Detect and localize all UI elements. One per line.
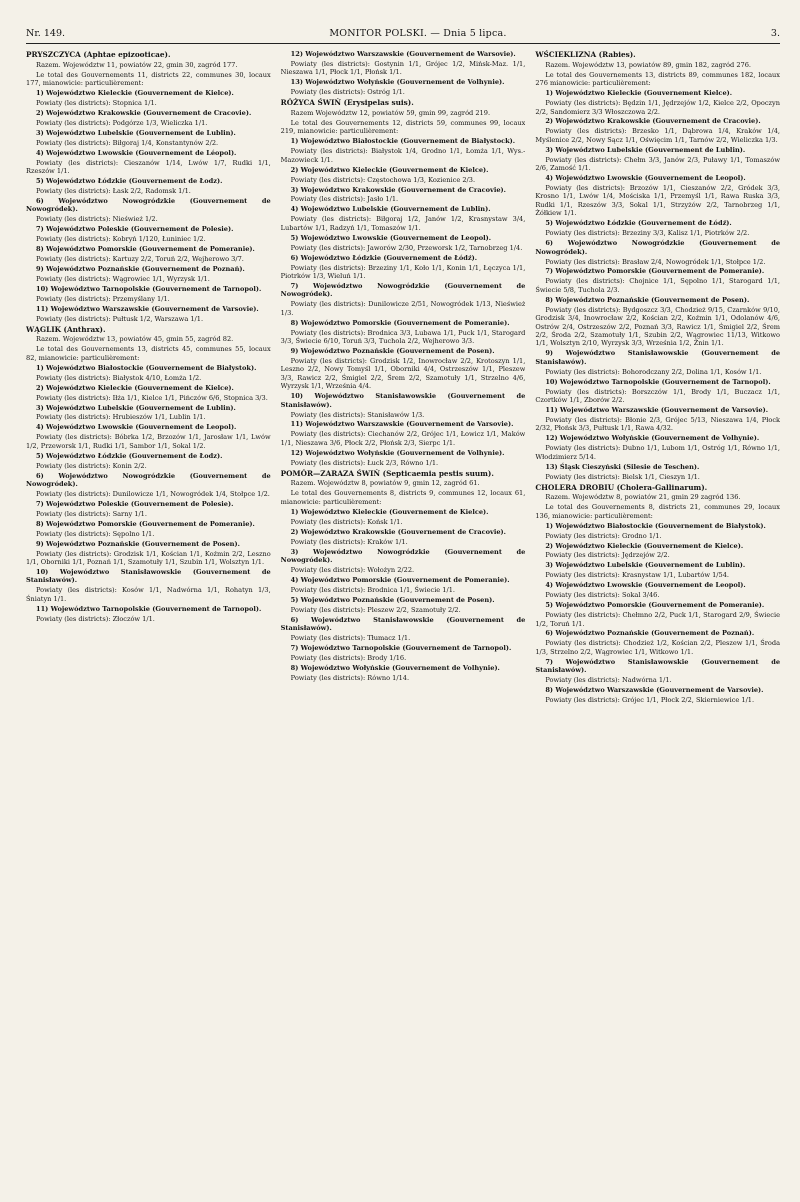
page-header <box>26 28 780 44</box>
region-heading: 3) Województwo Krakowskie (Gouvernement de Cracovie). <box>290 185 506 194</box>
section-heading: CHOLERA DROBIU (Cholera-Gallinarum). <box>535 482 708 492</box>
region-heading: 6) Województwo Nowogródzkie (Gouvernement de Nowogródek). <box>26 196 271 214</box>
region-heading: 12) Województwo Wołyńskie (Gouvernement de Volhynie). <box>545 434 760 443</box>
paragraph: Powiaty (les districts): Chełmno 2/2, Puck 1/1, Starogard 2/9, Świecie 1/2, Toruń 1/1. <box>535 611 781 628</box>
paragraph: Powiaty (les districts): Kobryń 1/120, Łuniniec 1/2. <box>36 235 206 244</box>
region-heading: 7) Województwo Pomorskie (Gouvernement de Pomeranie). <box>545 267 765 276</box>
paragraph: Powiaty (les districts): Dunilowicze 1/1, Nowogródek 1/4, Stołpce 1/2. <box>36 489 270 498</box>
paragraph: Powiaty (les districts): Cieszanów 1/14, Lwów 1/7, Rudki 1/1, Rzeszów 1/1. <box>26 158 271 176</box>
paragraph: Powiaty (les districts): Brody 1/16. <box>290 653 407 662</box>
region-heading: 1) Województwo Kieleckie (Gouvernement de Kielce). <box>36 89 234 98</box>
region-heading: 5) Województwo Lwowskie (Gouvernement de Leopol). <box>290 233 492 242</box>
region-heading: 5) Województwo Łódzkie (Gouvernement de Łodz). <box>36 177 223 186</box>
paragraph: Le total des Gouvernements 13, districts 45, communes 55, locaux 82, mianowicie: particulièrement: <box>26 345 271 362</box>
region-heading: 2) Województwo Kieleckie (Gouvernement de Kielce). <box>290 165 489 174</box>
paragraph: Powiaty (les districts): Stopnica 1/1. <box>36 99 157 108</box>
issue-number: Nr. 149. <box>26 28 66 39</box>
region-heading: 11) Województwo Warszawskie (Gouvernement de Varsovie). <box>545 406 769 415</box>
region-heading: 3) Województwo Lubelskie (Gouvernement de Lublin). <box>36 403 236 412</box>
section-heading: WŚCIEKLIZNA (Rabies). <box>535 50 636 59</box>
paragraph: Powiaty (les districts): Bielsk 1/1, Cieszyn 1/1. <box>545 472 700 481</box>
region-heading: 10) Województwo Tarnopolskie (Gouvernement de Tarnopol). <box>36 284 262 293</box>
region-heading: 10) Województwo Stanisławowskie (Gouvernement de Stanisławów). <box>26 567 271 585</box>
paragraph: Powiaty (les districts): Grójec 1/1, Płock 2/2, Skierniewice 1/1. <box>545 696 755 705</box>
region-heading: 7) Województwo Poleskie (Gouvernement de Polesie). <box>36 499 234 508</box>
paragraph: Powiaty (les districts): Podgórze 1/3, Wieliczka 1/1. <box>36 118 208 127</box>
paragraph: Le total des Gouvernements 8, districts 9, communes 12, locaux 61, mianowicie: particulièrement: <box>280 489 526 506</box>
paragraph: Powiaty (les districts): Dubno 1/1, Lubom 1/1, Ostróg 1/1, Równo 1/1, Włodzimierz 5/14. <box>535 444 781 461</box>
column-left <box>26 50 271 1190</box>
paragraph: Powiaty (les districts): Brodnica 3/3, Lubawa 1/1, Puck 1/1, Starogard 3/3, Świecie 6/10, Toruń 3/3, Tuchola 2/2, Wejherowo 3/3. <box>280 328 526 346</box>
region-heading: 5) Województwo Łódzkie (Gouvernement de Łódź). <box>545 219 732 228</box>
paragraph: Powiaty (les districts): Sępolno 1/1. <box>36 529 155 538</box>
paragraph: Powiaty (les districts): Chodzież 1/2, Kościan 2/2, Pleszew 1/1, Środa 1/3, Strzelno 2/2, Wągrowiec 1/1, Witkowo 1/1. <box>535 639 781 656</box>
paragraph: Powiaty (les districts): Brzeziny 3/3, Kalisz 1/1, Piotrków 2/2. <box>545 229 750 238</box>
region-heading: 6) Województwo Stanisławowskie (Gouvernement de Stanisławów). <box>280 615 526 633</box>
page-number: 3. <box>770 28 780 39</box>
paragraph: Powiaty (les districts): Ciechanów 2/2, Grójec 1/1, Łowicz 1/1, Maków 1/1, Nieszawa 3/6, Płock 2/2, Płońsk 2/3, Sierpc 1/1. <box>280 430 526 447</box>
region-heading: 9) Województwo Poznańskie (Gouvernement de Poznań). <box>36 265 245 274</box>
region-heading: 10) Województwo Tarnopolskie (Gouvernement de Tarnopol). <box>545 377 771 386</box>
region-heading: 2) Województwo Kieleckie (Gouvernement de Kielce). <box>545 541 744 550</box>
region-heading: 5) Województwo Łódzkie (Gouvernement de Łodz). <box>36 451 223 460</box>
paragraph: Powiaty (les districts): Chełm 3/3, Janów 2/3, Puławy 1/1, Tomaszów 2/6, Zamość 1/1. <box>535 155 781 173</box>
column-right <box>535 50 780 1190</box>
region-heading: 3) Województwo Lubelskie (Gouvernement de Lublin). <box>36 128 236 137</box>
paragraph: Powiaty (les districts): Równo 1/14. <box>290 673 410 682</box>
region-heading: 7) Województwo Stanisławowskie (Gouvernement de Stanisławów). <box>535 657 781 675</box>
region-heading: 8) Województwo Wołyńskie (Gouvernement de Volhynie). <box>290 663 500 672</box>
paragraph: Powiaty (les districts): Grodno 1/1. <box>545 531 662 540</box>
region-heading: 11) Województwo Tarnopolskie (Gouvernement de Tarnopol). <box>36 604 262 613</box>
region-heading: 8) Województwo Warszawskie (Gouvernement de Varsovie). <box>545 686 764 695</box>
region-heading: 3) Województwo Lubelskie (Gouvernement de Lublin). <box>545 561 746 570</box>
paragraph: Powiaty (les districts): Borszczów 1/1, Brody 1/1, Buczacz 1/1, Czortków 1/1, Zborów 2/2. <box>535 387 781 405</box>
paragraph: Razem. Województw 13, powiatów 45, gmin 55, zagród 82. <box>36 335 234 344</box>
paragraph: Powiaty (les districts): Jędrzejów 2/2. <box>545 551 670 560</box>
region-heading: 1) Województwo Kieleckie (Gouvernement Kielce). <box>545 89 733 98</box>
paragraph: Razem Województw 12, powiatów 59, gmin 99, zagród 219. <box>290 109 491 118</box>
paragraph: Powiaty (les districts): Złoczów 1/1. <box>36 614 155 623</box>
paragraph: Powiaty (les districts): Gostynin 1/1, Grójec 1/2, Mińsk-Maz. 1/1, Nieszawa 1/1, Płock 1/1, Płońsk 1/1. <box>280 59 526 77</box>
paragraph: Powiaty (les districts): Bóbrka 1/2, Brzozów 1/1, Jarosław 1/1, Lwów 1/2, Przeworsk 1/1, Rudki 1/1, Sambor 1/1, Sokal 1/2. <box>26 433 271 450</box>
region-heading: 1) Województwo Białostockie (Gouvernement de Białystok). <box>36 363 257 372</box>
region-heading: 3) Województwo Nowogródzkie (Gouvernement de Nowogródek). <box>280 547 526 564</box>
paragraph: Powiaty (les districts): Pleszew 2/2, Szamotuły 2/2. <box>290 605 461 614</box>
section-heading: PRYSZCZYCA (Aphtae epizooticae). <box>26 50 171 59</box>
paragraph: Powiaty (les districts): Przemyślany 1/1. <box>36 294 170 303</box>
region-heading: 13) Województwo Wołyńskie (Gouvernement de Volhynie). <box>290 78 505 87</box>
paragraph: Powiaty (les districts): Bohorodczany 2/2, Dolina 1/1, Kosów 1/1. <box>545 367 762 376</box>
paragraph: Le total des Gouvernements 13, districts 89, communes 182, locaux 276 mianowicie: particulièrement: <box>535 70 781 88</box>
paragraph: Powiaty (les districts): Jasło 1/1. <box>290 195 399 204</box>
region-heading: 5) Województwo Pomorskie (Gouvernement de Pomeranie). <box>545 601 765 610</box>
paragraph: Razem. Województw 8, powiatów 21, gmin 29 zagród 136. <box>545 493 741 502</box>
region-heading: 9) Województwo Poznańskie (Gouvernement de Posen). <box>290 346 495 355</box>
region-heading: 7) Województwo Poleskie (Gouvernement de Polesie). <box>36 225 234 234</box>
paragraph: Powiaty (les districts): Hrubieszów 1/1, Lublin 1/1. <box>36 413 206 422</box>
region-heading: 12) Województwo Warszawskie (Gouvernement de Warsovie). <box>290 50 516 58</box>
region-heading: 6) Województwo Nowogródzkie (Gouvernement de Nowogródek). <box>535 239 781 256</box>
section-heading: POMÓR—ZARAZA ŚWIŃ (Septicaemia pestis suum). <box>280 468 494 478</box>
paragraph: Powiaty (les districts): Będzin 1/1, Jędrzejów 1/2, Kielce 2/2, Opoczyn 2/2, Sandomierz 3/3 Włoszczowa 2/2. <box>535 99 781 116</box>
paragraph: Powiaty (les districts): Wągrowiec 1/1, Wyrzysk 1/1. <box>36 274 210 283</box>
paragraph: Powiaty (les districts): Końsk 1/1. <box>290 517 403 526</box>
paragraph: Powiaty (les districts): Iłża 1/1, Kielce 1/1, Pińczów 6/6, Stopnica 3/3. <box>36 393 268 402</box>
paragraph: Powiaty (les districts): Jaworów 2/30, Przeworsk 1/2, Tarnobrzeg 1/4. <box>290 243 523 252</box>
region-heading: 13) Śląsk Cieszyński (Silesie de Teschen). <box>545 462 700 471</box>
region-heading: 2) Województwo Krakowskie (Gouvernement de Cracovie). <box>36 109 252 118</box>
region-heading: 1) Województwo Białostockie (Gouvernement de Białystok). <box>545 521 766 530</box>
paragraph: Powiaty (les districts): Brzeziny 1/1, Koło 1/1, Konin 1/1, Łęczyca 1/1, Piotrków 1/3, Wieluń 1/1. <box>280 263 526 280</box>
paragraph: Razem. Województw 8, powiatów 9, gmin 12, zagród 61. <box>290 479 480 488</box>
paragraph: Powiaty (les districts): Stanisławów 1/3. <box>290 410 425 419</box>
region-heading: 1) Województwo Kieleckie (Gouvernement de Kielce). <box>290 507 489 516</box>
region-heading: 4) Województwo Lwowskie (Gouvernement de Leopol). <box>36 423 237 432</box>
paragraph: Powiaty (les districts): Brzozów 1/1, Cieszanów 2/2, Gródek 3/3, Krosno 1/1, Lwów 1/4, Mościska 1/1, Przemyśl 1/1, Rawa Ruska 3/3, Rudki 1/1, Rzeszów 3/3, Sokal 1/1, Strzyżów 2/2, Tarnobrzeg 1/1, Żółkiew 1/1. <box>535 184 781 218</box>
region-heading: 8) Województwo Pomorskie (Gouvernement de Pomeranie). <box>290 318 510 327</box>
paragraph: Powiaty (les districts): Chojnice 1/1, Sępolno 1/1, Starogard 1/1, Świecie 5/8, Tuchola 2/3. <box>535 277 781 294</box>
region-heading: 6) Województwo Łódzkie (Gouvernement de Łódź). <box>290 253 478 262</box>
region-heading: 2) Województwo Krakowskie (Gouvernement de Cracovie). <box>290 527 506 536</box>
paragraph: Powiaty (les districts): Częstochowa 1/3, Kozienice 2/3. <box>290 175 476 184</box>
region-heading: 4) Województwo Lubelskie (Gouvernement de Lublin). <box>290 205 491 214</box>
paragraph: Powiaty (les districts): Pułtusk 1/2, Warszawa 1/1. <box>36 314 204 323</box>
paragraph: Powiaty (les districts): Grodzisk 1/2, Inowrocław 2/2, Krotoszyn 1/1, Leszno 2/2, Nowy Tomyśl 1/1, Oborniki 4/4, Ostrzeszów 1/1, Pleszew 3/3, Rawicz 2/2, Śmigiel 2/2, Śrem 2/2, Szamotuły 1/1, Strzelno 4/6, Wyrzysk 1/1, Września 4/4. <box>280 356 526 391</box>
region-heading: 7) Województwo Tarnopolskie (Gouvernement de Tarnopol). <box>290 643 512 652</box>
region-heading: 10) Województwo Stanisławowskie (Gouvernement de Stanisławów). <box>280 392 526 409</box>
paragraph: Powiaty (les districts): Kartuzy 2/2, Toruń 2/2, Wejherowo 3/7. <box>36 255 244 264</box>
paragraph: Powiaty (les districts): Konin 2/2. <box>36 461 147 470</box>
paragraph: Powiaty (les districts): Dunilowicze 2/51, Nowogródek 1/13, Nieśwież 1/3. <box>280 300 526 317</box>
paragraph: Powiaty (les districts): Brasław 2/4, Nowogródek 1/1, Stołpce 1/2. <box>545 257 766 266</box>
publication-title-date: MONITOR POLSKI. — Dnia 5 lipca. <box>329 28 507 39</box>
region-heading: 7) Województwo Nowogródzkie (Gouvernement de Nowogródek). <box>280 281 526 299</box>
paragraph: Powiaty (les districts): Błonie 2/3, Grójec 5/13, Nieszawa 1/4, Płock 2/32, Płońsk 3/3, Pułtusk 1/1, Rawa 4/32. <box>535 415 781 433</box>
section-heading: WĄGLIK (Anthrax). <box>26 324 106 334</box>
region-heading: 11) Województwo Warszawskie (Gouvernement de Varsovie). <box>290 420 514 429</box>
region-heading: 4) Województwo Lwowskie (Gouvernement de Léopol). <box>36 148 237 157</box>
paragraph: Le total des Gouvernements 12, districts 59, communes 99, locaux 219, mianowicie: particulièrement: <box>280 118 526 136</box>
section-heading: RÓŻYCA ŚWIŃ (Erysipelas suis). <box>280 98 414 108</box>
text-columns <box>26 50 780 1190</box>
paragraph: Powiaty (les districts): Brzesko 1/1, Dąbrowa 1/4, Kraków 1/4, Myślenice 2/2, Nowy Sącz 1/1, Oświęcim 1/1, Tarnów 2/2, Wieliczka 1/3. <box>535 127 781 144</box>
paragraph: Powiaty (les districts): Sokal 3/46. <box>545 591 660 600</box>
region-heading: 4) Województwo Lwowskie (Gouvernement de Leopol). <box>545 174 746 183</box>
paragraph: Powiaty (les districts): Białystok 1/4, Grodno 1/1, Łomża 1/1, Wys.-Mazowieck 1/1. <box>280 147 526 164</box>
paragraph: Powiaty (les districts): Biłgoraj 1/2, Janów 1/2, Krasnystaw 3/4, Lubartów 1/1, Radzyń 1/1, Tomaszów 1/1. <box>280 215 526 232</box>
paragraph: Razem. Województw 11, powiatów 22, gmin 30, zagród 177. <box>36 60 238 69</box>
paragraph: Powiaty (les districts): Bydgoszcz 3/3, Chodzież 9/15, Czarnków 9/10, Grodzisk 3/4, Inowrocław 2/2, Kościan 2/2, Koźmin 1/1, Odolanów 4/6, Ostrów 2/4, Ostrzeszów 2/2, Poznań 3/3, Rawicz 1/1, Śmigiel 2/2, Śrem 2/2, Środa 2/2, Szamotuły 1/1, Szubin 2/2, Wągrowiec 11/13, Witkowo 1/1, Wolsztyn 2/10, Wyrzysk 3/3, Września 1/2, Żnin 1/1. <box>535 305 781 348</box>
paragraph: Powiaty (les districts): Ostróg 1/1. <box>290 88 405 97</box>
paragraph: Le total des Gouvernements 8, districts 21, communes 29, locaux 136, mianowicie: particulièrement: <box>535 503 781 520</box>
region-heading: 8) Województwo Poznańskie (Gouvernement de Posen). <box>545 295 750 304</box>
paragraph: Powiaty (les districts): Tłumacz 1/1. <box>290 633 411 642</box>
region-heading: 12) Województwo Wołyńskie (Gouvernement de Volhynie). <box>290 448 505 457</box>
region-heading: 4) Województwo Pomorskie (Gouvernement de Pomeranie). <box>290 575 510 584</box>
region-heading: 8) Województwo Pomorskie (Gouvernement de Pomeranie). <box>36 245 255 254</box>
paragraph: Powiaty (les districts): Nieśwież 1/2. <box>36 215 158 224</box>
region-heading: 6) Województwo Poznańskie (Gouvernement de Poznań). <box>545 629 755 638</box>
paragraph: Powiaty (les districts): Kosów 1/1, Nadwórna 1/1, Rohatyn 1/3, Śniatyn 1/1. <box>26 586 271 603</box>
paragraph: Powiaty (les districts): Kraków 1/1. <box>290 537 408 546</box>
region-heading: 2) Województwo Kieleckie (Gouvernement de Kielce). <box>36 383 234 392</box>
paragraph: Powiaty (les districts): Białystok 4/10, Łomża 1/2. <box>36 373 202 382</box>
region-heading: 9) Województwo Poznańskie (Gouvernement de Posen). <box>36 539 240 548</box>
region-heading: 8) Województwo Pomorskie (Gouvernement de Pomeranie). <box>36 519 255 528</box>
region-heading: 6) Województwo Nowogródzkie (Gouvernement de Nowogródek). <box>26 471 271 489</box>
region-heading: 9) Województwo Stanisławowskie (Gouvernement de Stanisławów). <box>535 349 781 366</box>
region-heading: 2) Województwo Krakowskie (Gouvernement de Cracovie). <box>545 117 761 126</box>
region-heading: 5) Województwo Poznańskie (Gouvernement de Posen). <box>290 595 495 604</box>
paragraph: Razem. Województw 13, powiatów 89, gmin 182, zagród 276. <box>545 60 752 69</box>
region-heading: 1) Województwo Białostockie (Gouvernement de Białystock). <box>290 137 516 146</box>
paragraph: Powiaty (les districts): Nadwórna 1/1. <box>545 676 672 685</box>
paragraph: Powiaty (les districts): Łask 2/2, Radomsk 1/1. <box>36 187 191 196</box>
paragraph: Powiaty (les districts): Wołożyn 2/22. <box>290 565 415 574</box>
paragraph: Powiaty (les districts): Sarny 1/1. <box>36 509 147 518</box>
column-middle <box>281 50 526 1190</box>
paragraph: Powiaty (les districts): Brodnica 1/1, Świecie 1/1. <box>290 585 456 594</box>
paragraph: Powiaty (les districts): Łuck 2/3, Równo 1/1. <box>290 458 439 467</box>
region-heading: 11) Województwo Warszawskie (Gouvernement de Varsovie). <box>36 304 259 313</box>
paragraph: Powiaty (les districts): Biłgoraj 1/4, Konstantynów 2/2. <box>36 138 219 147</box>
paragraph: Le total des Gouvernements 11, districts 22, communes 30, locaux 177, mianowicie: particulièrement: <box>26 70 271 88</box>
region-heading: 4) Województwo Lwowskie (Gouvernement de Leopol). <box>545 581 746 590</box>
region-heading: 3) Województwo Lubelskie (Gouvernement de Lublin). <box>545 145 746 154</box>
paragraph: Powiaty (les districts): Krasnystaw 1/1, Lubartów 1/54. <box>545 571 730 580</box>
paragraph: Powiaty (les districts): Grodzisk 1/1, Kościan 1/1, Koźmin 2/2, Leszno 1/1, Oborniki 1/1, Poznań 1/1, Szamotuły 1/1, Szubin 1/1, Wolsztyn 1/1. <box>26 549 271 567</box>
